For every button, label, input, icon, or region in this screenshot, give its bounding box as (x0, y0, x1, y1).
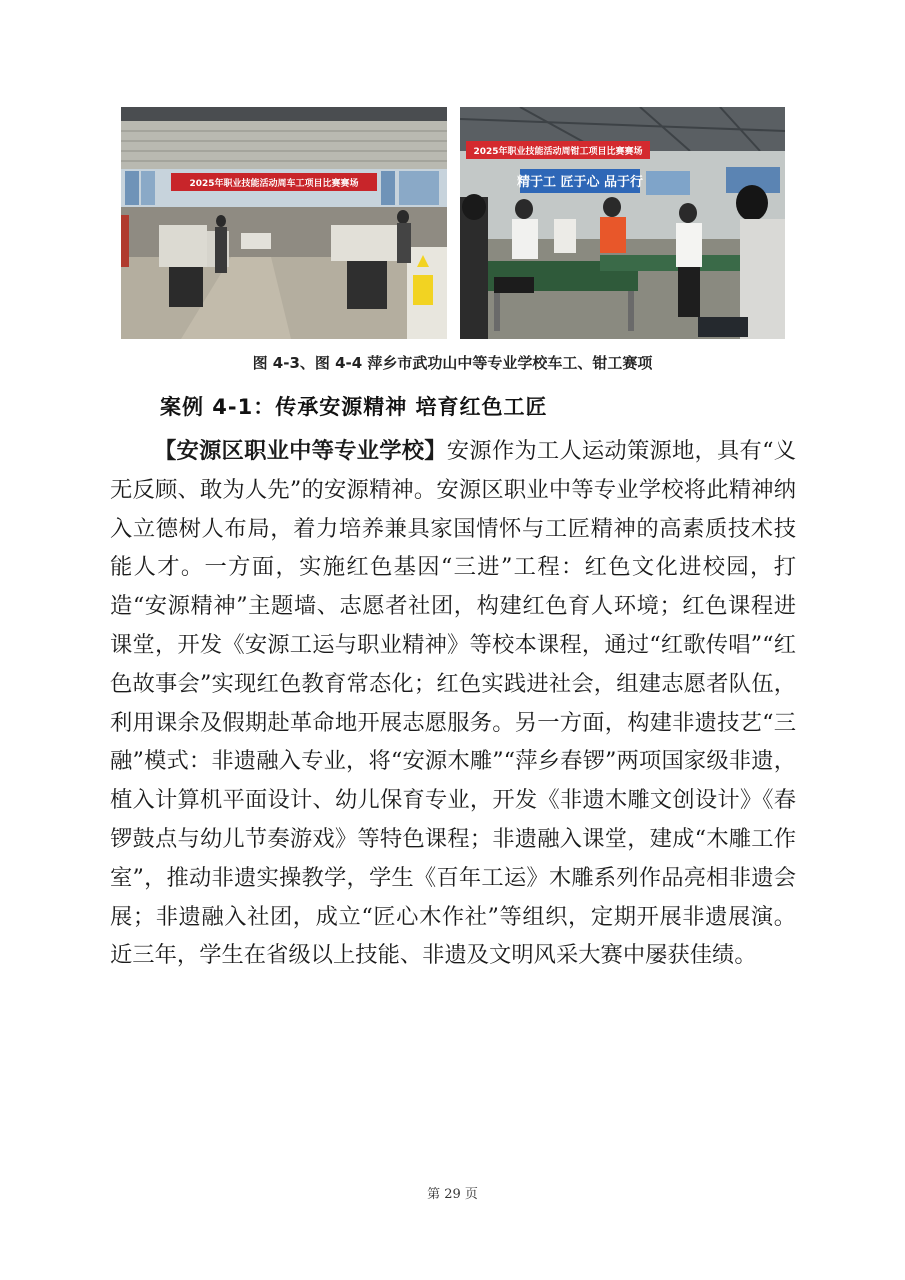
page-number: 第 29 页 (427, 1187, 478, 1202)
figure-caption: 图 4-3、图 4-4 萍乡市武功山中等专业学校车工、钳工赛项 (252, 354, 653, 372)
photo-fitter-competition (460, 107, 785, 339)
school-name-label: 【安源区职业中等专业学校】 (154, 438, 447, 464)
case-body (110, 432, 796, 975)
photo-left-banner: 2025年职业技能活动周车工项目比赛赛场 (189, 179, 359, 189)
case-title: 案例 4-1：传承安源精神 培育红色工匠 (160, 395, 548, 419)
photo-right-banner: 2025年职业技能活动周钳工项目比赛赛场 (473, 147, 643, 157)
photo-right-slogan: 精于工 匠于心 品于行 (516, 175, 644, 190)
photo-lathe-competition (121, 107, 447, 339)
case-body-text: 安源作为工人运动策源地，具有“义无反顾、敢为人先”的安源精神。安源区职业中等专业学校将此精神纳入立德树人布局，着力培养兼具家国情怀与工匠精神的高素质技术技能人才。一方面，实施红色基因“三进”工程：红色文化进校园，打造“安源精神”主题墙、志愿者社团，构建红色育人环境；红色课程进课堂，开发《安源工运与职业精神》等校本课程，通过“红歌传唱”“红色故事会”实现红色教育常态化；红色实践进社会，组建志愿者队伍，利用课余及假期赴革命地开展志愿服务。另一方面，构建非遗技艺“三融”模式：非遗融入专业，将“安源木雕”“萍乡春锣”两项国家级非遗，植入计算机平面设计、幼儿保育专业，开发《非遗木雕文创设计》《春锣鼓点与幼儿节奏游戏》等特色课程；非遗融入课堂，建成“木雕工作室”，推动非遗实操教学，学生《百年工运》木雕系列作品亮相非遗会展；非遗融入社团，成立“匠心木作社”等组织，定期开展非遗展演。近三年，学生在省级以上技能、非遗及文明风采大赛中屡获佳绩。 (110, 438, 796, 969)
